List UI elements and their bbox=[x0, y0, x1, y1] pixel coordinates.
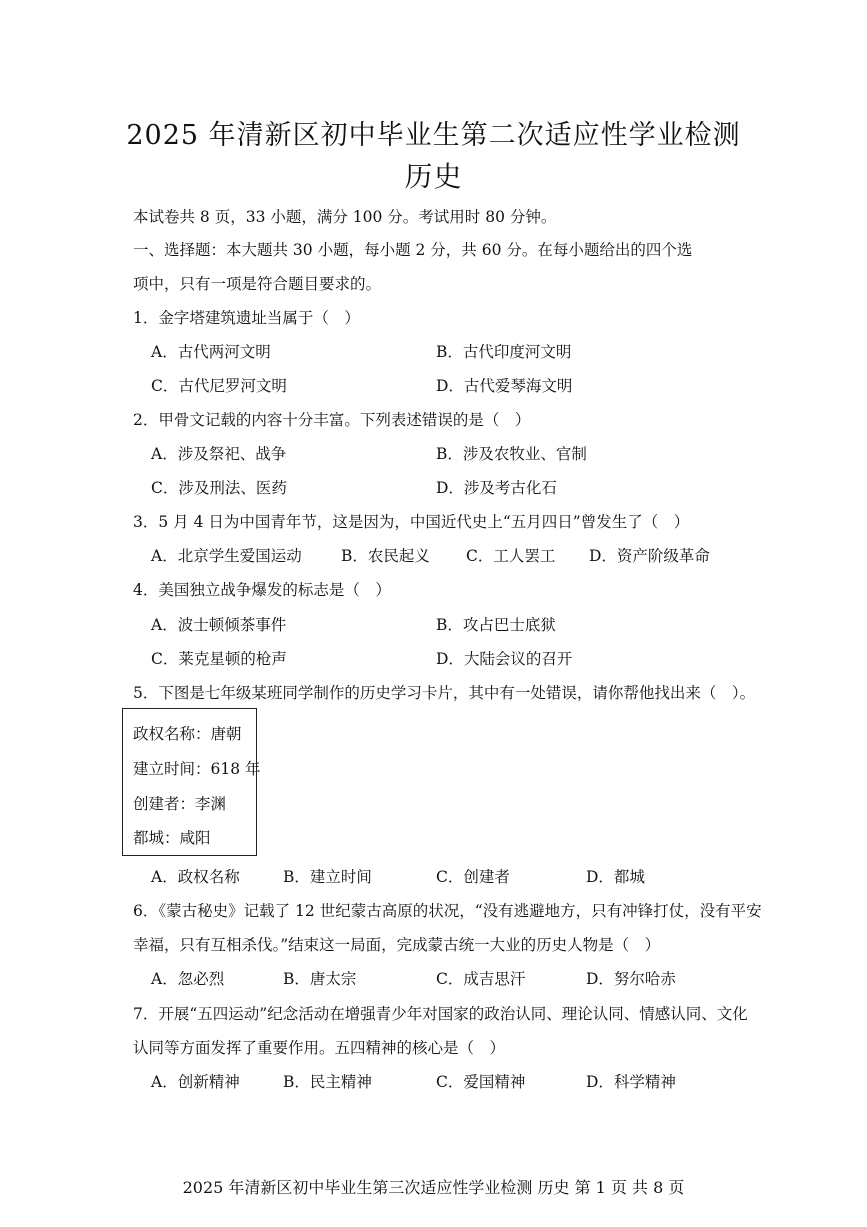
question-3-option-d: D．资产阶级革命 bbox=[589, 547, 710, 565]
question-7-stem-line-1: 7．开展“五四运动”纪念活动在增强青少年对国家的政治认同、理论认同、情感认同、文化 bbox=[133, 1005, 748, 1023]
question-3-option-b: B．农民起义 bbox=[341, 547, 430, 565]
question-2-option-a: A．涉及祭祀、战争 bbox=[151, 445, 287, 463]
question-6-option-a: A．忽必烈 bbox=[151, 970, 225, 988]
card-regime-name: 政权名称：唐朝 bbox=[133, 725, 242, 743]
question-7-option-c: C．爱国精神 bbox=[436, 1073, 526, 1091]
question-1-option-b: B．古代印度河文明 bbox=[436, 343, 572, 361]
question-3-option-a: A．北京学生爱国运动 bbox=[151, 547, 302, 565]
question-1-stem: 1．金字塔建筑遗址当属于（ ） bbox=[133, 309, 360, 327]
question-4-option-b: B．攻占巴士底狱 bbox=[436, 616, 556, 634]
exam-intro: 本试卷共 8 页，33 小题，满分 100 分。考试用时 80 分钟。 bbox=[133, 208, 557, 226]
question-6-stem-line-2: 幸福，只有互相杀伐。”结束这一局面，完成蒙古统一大业的历史人物是（ ） bbox=[133, 936, 661, 954]
question-2-stem: 2．甲骨文记载的内容十分丰富。下列表述错误的是（ ） bbox=[133, 411, 531, 429]
question-4-option-a: A．波士顿倾茶事件 bbox=[151, 616, 287, 634]
subject-title: 历史 bbox=[404, 160, 463, 193]
question-5-stem: 5．下图是七年级某班同学制作的历史学习卡片，其中有一处错误，请你帮他找出来（ ）。 bbox=[133, 684, 756, 702]
question-7-option-b: B．民主精神 bbox=[283, 1073, 372, 1091]
page-footer: 2025 年清新区初中毕业生第三次适应性学业检测 历史 第 1 页 共 8 页 bbox=[182, 1178, 685, 1197]
question-1-option-c: C．古代尼罗河文明 bbox=[151, 377, 287, 395]
card-capital: 都城：咸阳 bbox=[133, 829, 211, 847]
question-4-stem: 4．美国独立战争爆发的标志是（ ） bbox=[133, 581, 391, 599]
exam-title: 2025 年清新区初中毕业生第二次适应性学业检测 bbox=[126, 120, 741, 151]
question-6-option-d: D．努尔哈赤 bbox=[586, 970, 676, 988]
question-3-stem: 3．5 月 4 日为中国青年节，这是因为，中国近代史上“五月四日”曾发生了（ ） bbox=[133, 513, 690, 531]
question-7-option-d: D．科学精神 bbox=[586, 1073, 676, 1091]
question-2-option-d: D．涉及考古化石 bbox=[436, 479, 557, 497]
question-6-option-b: B．唐太宗 bbox=[283, 970, 357, 988]
question-1-option-a: A．古代两河文明 bbox=[151, 343, 271, 361]
question-5-option-a: A．政权名称 bbox=[151, 868, 240, 886]
card-founder: 创建者：李渊 bbox=[133, 795, 227, 813]
question-7-stem-line-2: 认同等方面发挥了重要作用。五四精神的核心是（ ） bbox=[133, 1039, 506, 1057]
card-founding-time: 建立时间：618 年 bbox=[133, 760, 261, 778]
question-2-option-c: C．涉及刑法、医药 bbox=[151, 479, 287, 497]
question-4-option-d: D．大陆会议的召开 bbox=[436, 650, 573, 668]
question-3-option-c: C．工人罢工 bbox=[466, 547, 556, 565]
question-1-option-d: D．古代爱琴海文明 bbox=[436, 377, 573, 395]
question-5-option-c: C．创建者 bbox=[436, 868, 510, 886]
section-instructions-line-1: 一、选择题：本大题共 30 小题，每小题 2 分，共 60 分。在每小题给出的四个选 bbox=[133, 241, 693, 259]
history-study-card bbox=[122, 708, 261, 856]
question-4-option-c: C．莱克星顿的枪声 bbox=[151, 650, 287, 668]
question-6-stem-line-1: 6．《蒙古秘史》记载了 12 世纪蒙古高原的状况，“没有逃避地方，只有冲锋打仗，没有平安 bbox=[133, 902, 762, 920]
question-6-option-c: C．成吉思汗 bbox=[436, 970, 526, 988]
question-5-option-b: B．建立时间 bbox=[283, 868, 372, 886]
question-7-option-a: A．创新精神 bbox=[151, 1073, 240, 1091]
question-2-option-b: B．涉及农牧业、官制 bbox=[436, 445, 587, 463]
section-instructions-line-2: 项中，只有一项是符合题目要求的。 bbox=[133, 275, 382, 293]
question-5-option-d: D．都城 bbox=[586, 868, 645, 886]
